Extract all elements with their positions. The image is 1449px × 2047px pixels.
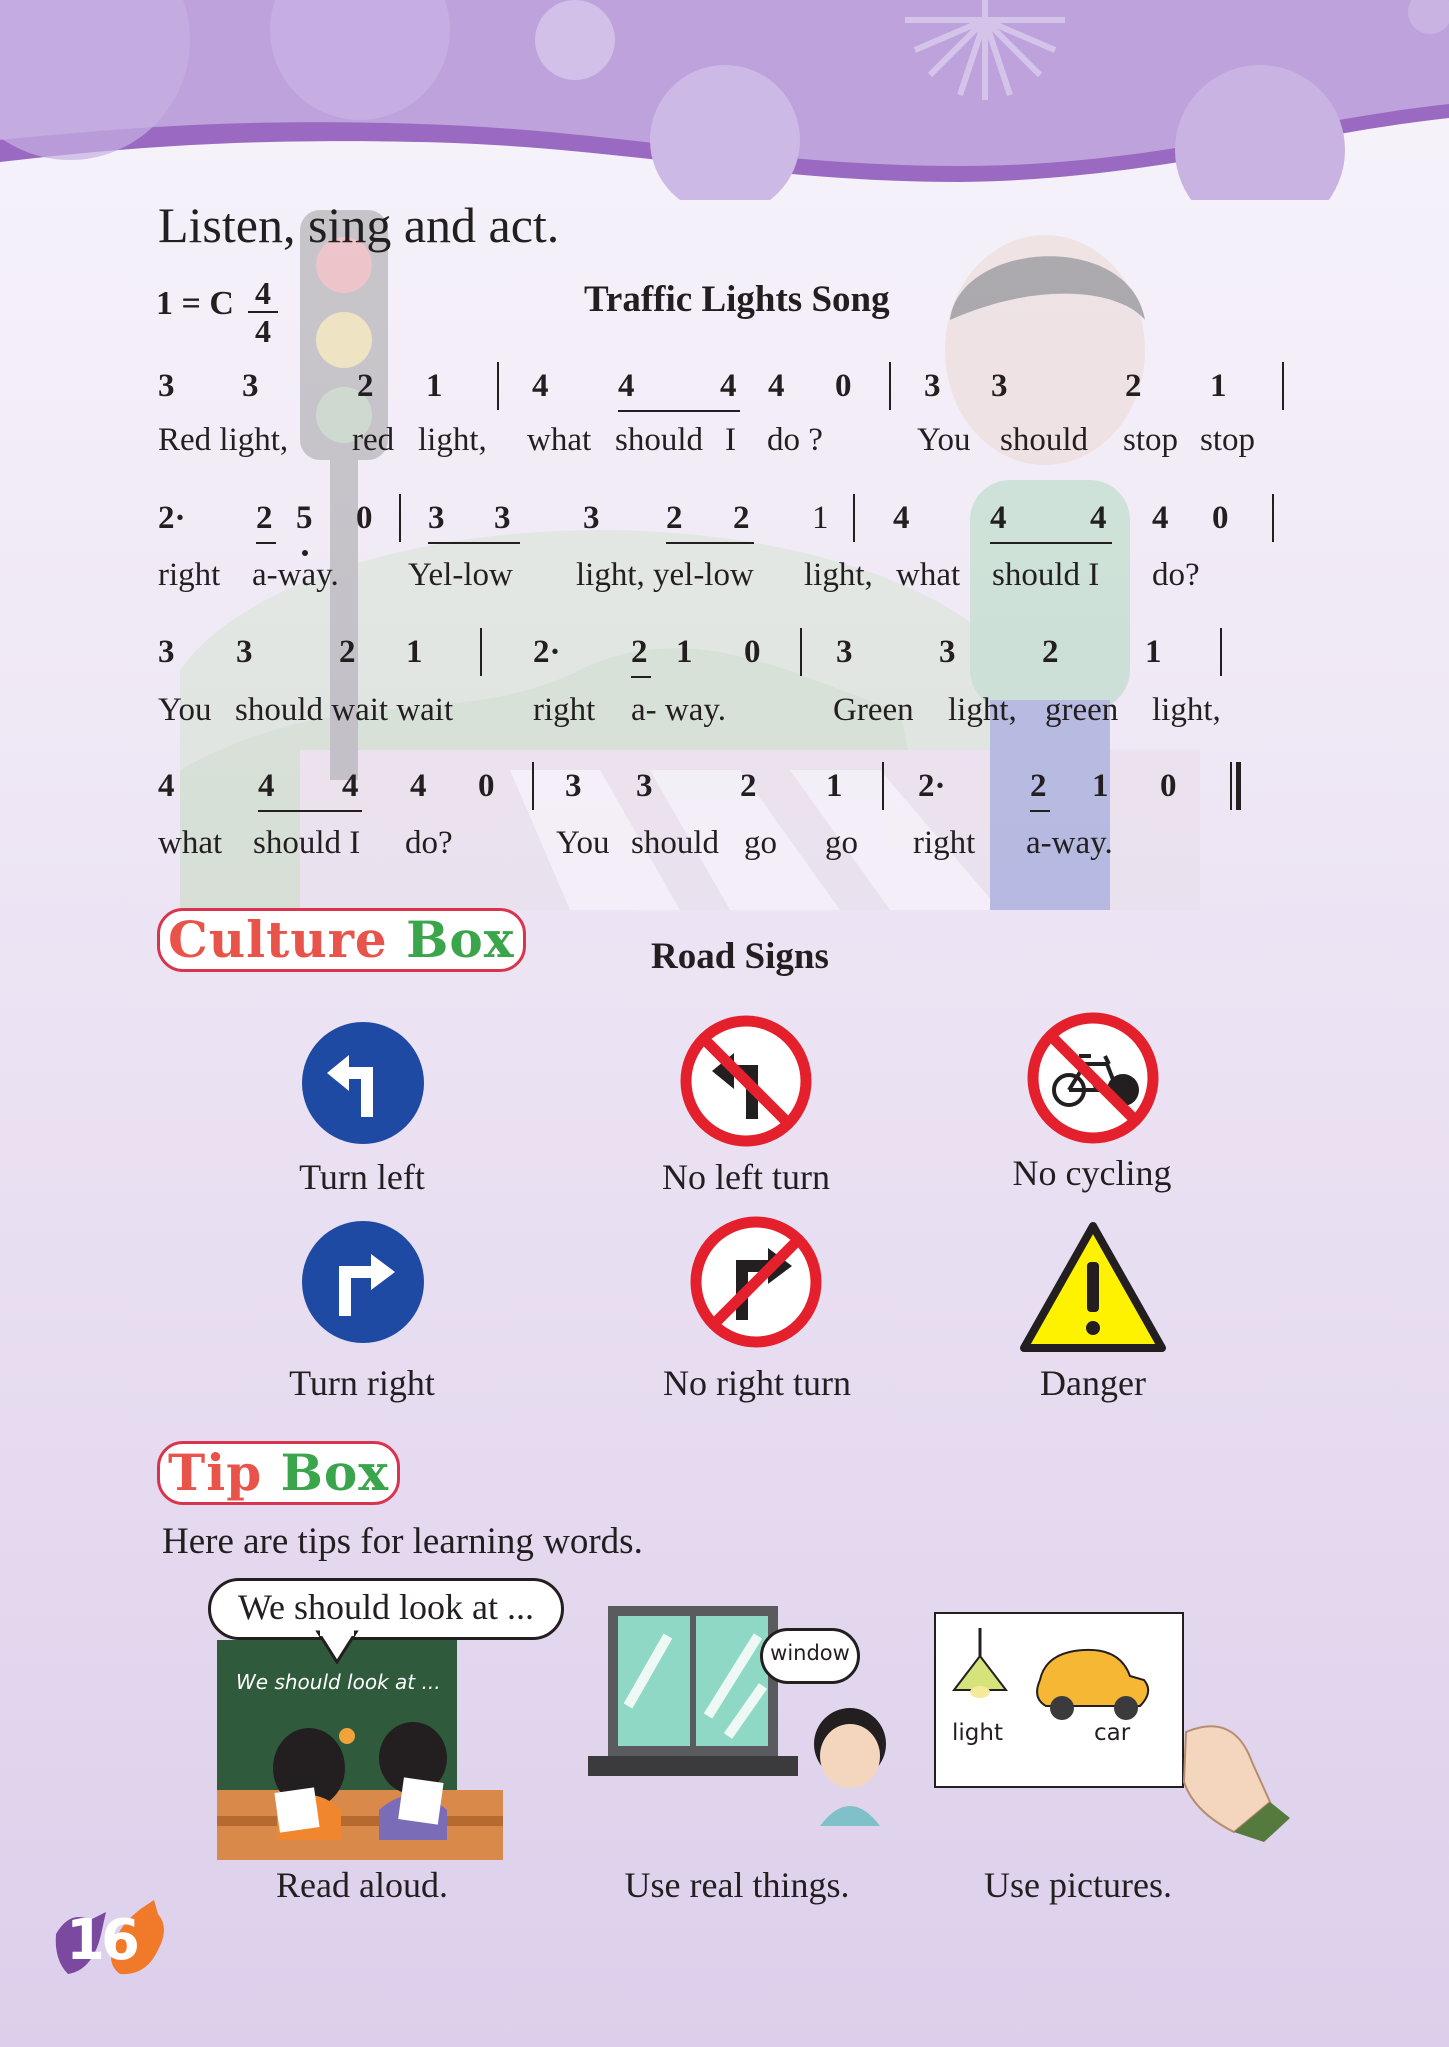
lyric: do?: [1152, 557, 1200, 593]
note: 0: [744, 634, 761, 670]
note: 2: [740, 768, 757, 804]
tip-label: Read aloud.: [276, 1865, 448, 1905]
sign-label: No left turn: [662, 1157, 830, 1197]
note: 1: [406, 634, 423, 670]
lyrics-row-2: [0, 555, 1449, 603]
blackboard-text: We should look at ...: [236, 1670, 441, 1694]
lyric: should: [615, 422, 704, 458]
bar-line: [497, 362, 499, 410]
lyric: should I: [253, 825, 361, 861]
note: 3: [242, 368, 259, 404]
tip-label: Use pictures.: [984, 1865, 1172, 1905]
note: 3: [583, 500, 600, 536]
note: 4: [532, 368, 549, 404]
lyric: stop: [1123, 422, 1179, 458]
note: 1: [826, 768, 843, 804]
culture-box-badge: [157, 908, 526, 972]
lyric: should wait wait: [235, 692, 454, 728]
note: 0: [478, 768, 495, 804]
tip-box-label-b: Box: [280, 1443, 390, 1502]
final-bar-line-thick: [1236, 762, 1241, 810]
lyric: Yel-low: [408, 557, 513, 593]
lyric: a-way.: [252, 557, 339, 593]
sign-label: Turn right: [289, 1363, 435, 1403]
key-signature: 1 = C: [156, 285, 234, 322]
note: 1: [1092, 768, 1109, 804]
note: 1: [426, 368, 443, 404]
note: 2·: [533, 634, 561, 670]
card-word-light: light: [952, 1720, 1003, 1746]
danger-sign-icon: [1018, 1220, 1168, 1354]
note: 3: [236, 634, 253, 670]
notation-row-1: [0, 366, 1449, 414]
note: 2: [1125, 368, 1142, 404]
bar-line: [480, 628, 482, 676]
note: 3: [565, 768, 582, 804]
note: 3: [939, 634, 956, 670]
note: 0: [356, 500, 373, 536]
note: 4: [893, 500, 910, 536]
page-number-badge: [50, 1900, 170, 1980]
bar-line: [800, 628, 802, 676]
lyric: should: [1000, 422, 1089, 458]
tip-box-label-a: Tip: [168, 1443, 263, 1502]
note: 2: [666, 500, 683, 536]
bar-line: [882, 762, 884, 810]
lyrics-row-4: [0, 823, 1449, 871]
note: 1: [1145, 634, 1162, 670]
note: 3: [836, 634, 853, 670]
lyric: should I: [992, 557, 1100, 593]
lyric: red: [352, 422, 395, 458]
lyric: green: [1045, 692, 1119, 728]
bar-line: [532, 762, 534, 810]
lyric: do?: [405, 825, 453, 861]
speech-bubble-text: We should look at ...: [237, 1587, 535, 1627]
note: 2: [1042, 634, 1059, 670]
bar-line: [1220, 628, 1222, 676]
lyric: You: [917, 422, 971, 458]
no-right-turn-sign-icon: [690, 1216, 822, 1348]
note: 2: [357, 368, 374, 404]
lyric: light, yel-low: [576, 557, 754, 593]
note: 3: [494, 500, 511, 536]
lyric: what: [896, 557, 961, 593]
time-signature: [248, 275, 278, 349]
note: 0: [1160, 768, 1177, 804]
lyric: do ?: [767, 422, 823, 458]
beam-underline: [1030, 810, 1050, 812]
note: 4: [1152, 500, 1169, 536]
lyric: a- way.: [631, 692, 726, 728]
note: 2: [339, 634, 356, 670]
window-word-bubble: [760, 1628, 860, 1684]
note: 4: [410, 768, 427, 804]
road-signs-title: Road Signs: [651, 936, 829, 977]
note: 4: [990, 500, 1007, 536]
no-left-turn-sign-icon: [680, 1015, 812, 1147]
window-word: window: [770, 1641, 850, 1665]
sign-label: No cycling: [1012, 1153, 1172, 1193]
turn-right-sign-icon: [301, 1220, 425, 1344]
bar-line: [1272, 494, 1274, 542]
lyrics-row-3: [0, 690, 1449, 738]
no-cycling-sign-icon: [1027, 1012, 1159, 1144]
tip-box-badge: [157, 1441, 400, 1505]
sign-label: Danger: [1040, 1363, 1146, 1403]
lyric: right: [533, 692, 596, 728]
lyric: Red light,: [158, 422, 289, 458]
sign-label: Turn left: [299, 1157, 425, 1197]
lyric: Green: [833, 692, 914, 728]
time-signature-top: 4: [255, 275, 271, 311]
note: 3: [991, 368, 1008, 404]
lyric: I: [725, 422, 736, 458]
tip-label: Use real things.: [624, 1865, 850, 1905]
beam-underline: [258, 810, 362, 812]
note: 2: [256, 500, 273, 536]
page-number: 16: [66, 1908, 136, 1973]
song-title: Traffic Lights Song: [584, 279, 890, 320]
beam-underline: [666, 542, 754, 544]
notation-row-2: [0, 498, 1449, 546]
note: 3: [428, 500, 445, 536]
note: 2·: [918, 768, 946, 804]
lyric: a-way.: [1026, 825, 1113, 861]
note: 4: [768, 368, 785, 404]
note: 4: [720, 368, 737, 404]
note: 4: [158, 768, 175, 804]
time-signature-bottom: 4: [248, 311, 278, 349]
culture-box-label-a: Culture: [168, 910, 388, 969]
header-decoration: [0, 0, 1449, 200]
note: 3: [158, 634, 175, 670]
note: 2: [733, 500, 750, 536]
lyric: light,: [948, 692, 1017, 728]
tip-intro: Here are tips for learning words.: [162, 1521, 643, 1562]
note: 4: [1090, 500, 1107, 536]
final-bar-line: [1230, 762, 1232, 810]
sign-label: No right turn: [663, 1363, 851, 1403]
lyric: go: [825, 825, 858, 861]
speech-bubble-tail: [314, 1630, 360, 1664]
note: 3: [158, 368, 175, 404]
beam-underline: [631, 676, 651, 678]
lyric: should: [631, 825, 720, 861]
speech-bubble: [208, 1578, 564, 1640]
lyric: right: [913, 825, 976, 861]
beam-underline: [428, 542, 520, 544]
note: 4: [342, 768, 359, 804]
note: 1: [812, 500, 829, 536]
lyric: light,: [1152, 692, 1221, 728]
beam-underline: [618, 410, 740, 412]
lyric: what: [527, 422, 592, 458]
note: 1: [676, 634, 693, 670]
card-word-car: car: [1094, 1720, 1131, 1746]
lyric: what: [158, 825, 223, 861]
lyric: stop: [1200, 422, 1256, 458]
lyric: light,: [418, 422, 487, 458]
note: 5: [296, 500, 313, 536]
page-title: Listen, sing and act.: [158, 197, 560, 253]
note: 2·: [158, 500, 186, 536]
lyric: You: [158, 692, 212, 728]
note: 3: [636, 768, 653, 804]
note: 0: [1212, 500, 1229, 536]
beam-underline: [256, 542, 276, 544]
note: 2: [1030, 768, 1047, 804]
bar-line: [853, 494, 855, 542]
turn-left-sign-icon: [301, 1021, 425, 1145]
note: 3: [924, 368, 941, 404]
notation-row-3: [0, 632, 1449, 680]
note: 4: [258, 768, 275, 804]
note: 0: [835, 368, 852, 404]
note: 1: [1210, 368, 1227, 404]
beam-underline: [990, 542, 1112, 544]
lyric: You: [556, 825, 610, 861]
lyric: go: [744, 825, 777, 861]
lyric: light,: [804, 557, 873, 593]
bar-line: [399, 494, 401, 542]
lyric: right: [158, 557, 221, 593]
notation-row-4: [0, 766, 1449, 814]
note: 4: [618, 368, 635, 404]
bar-line: [1282, 362, 1284, 410]
lyrics-row-1: [0, 420, 1449, 468]
note: 2: [631, 634, 648, 670]
culture-box-label-b: Box: [406, 910, 515, 969]
bar-line: [889, 362, 891, 410]
